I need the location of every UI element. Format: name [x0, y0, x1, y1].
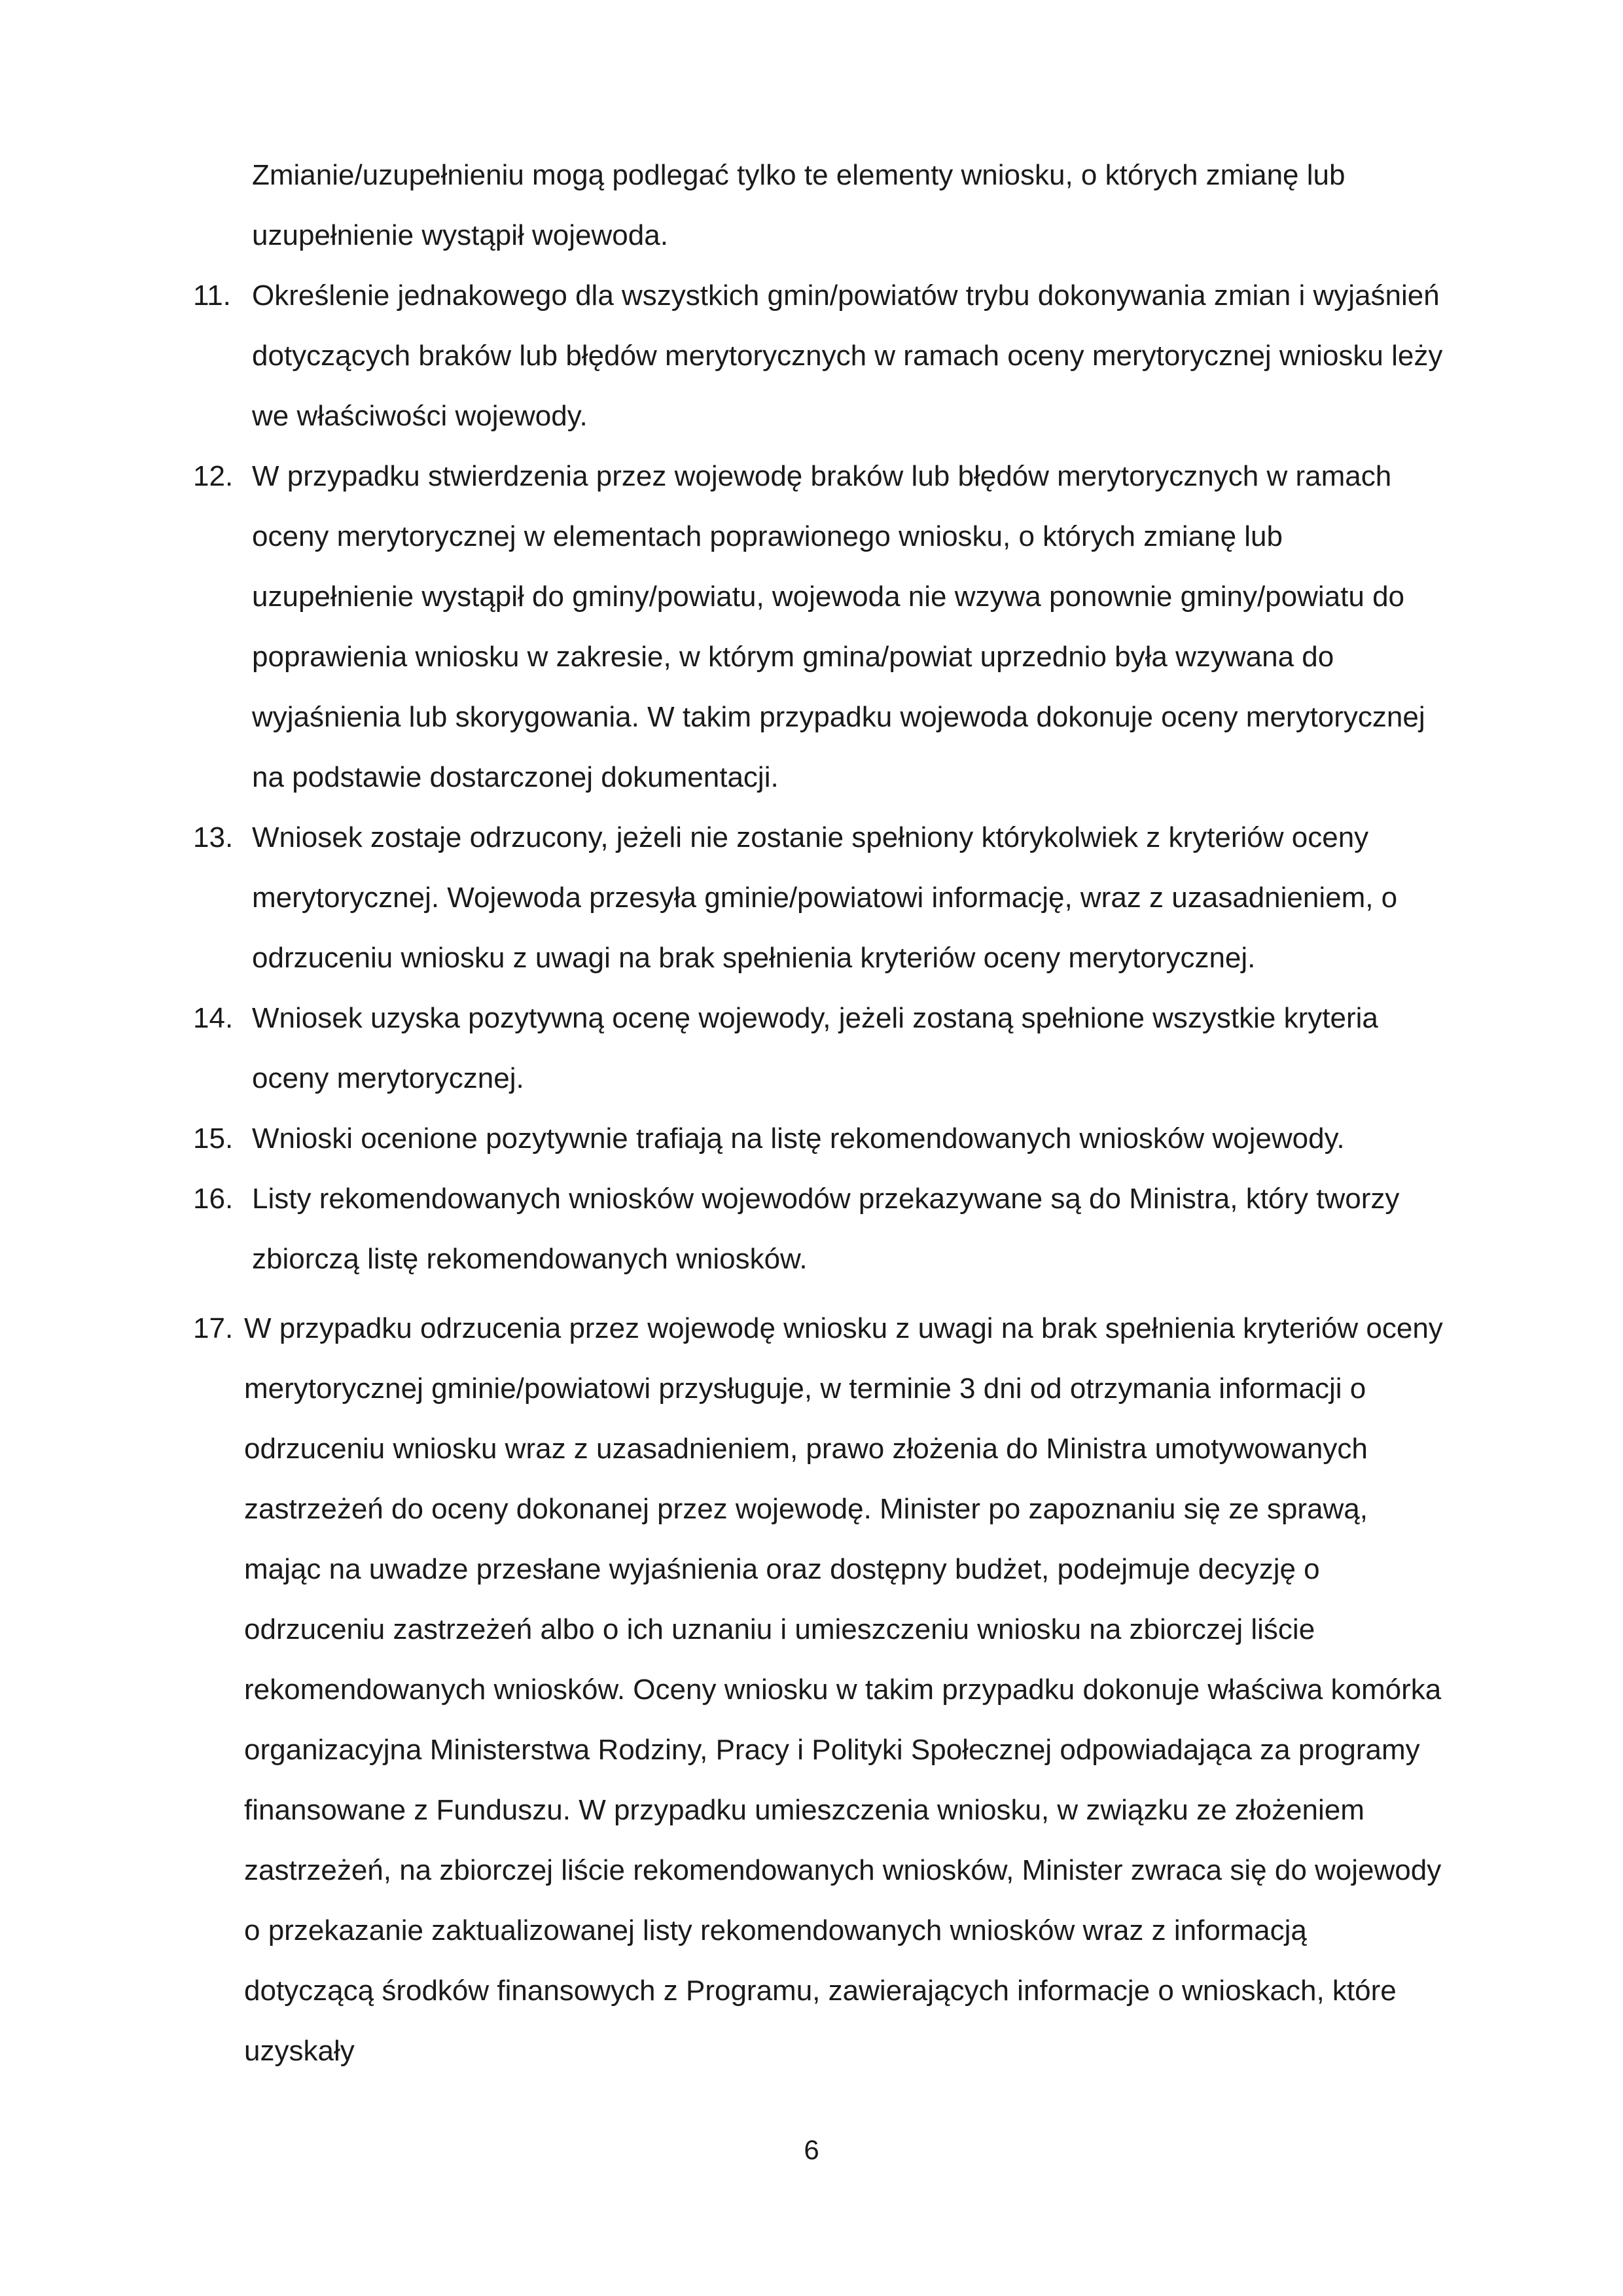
list-item-number: 14. [193, 1002, 234, 1034]
list-item-text: Wniosek zostaje odrzucony, jeżeli nie zostanie spełniony którykolwiek z kryteriów oceny merytorycznej. Wojewoda przesyła gminie/powiatowi informację, wraz z uzasadnieniem, o odrzuceniu wniosku z uwagi na brak spełnienia kryteriów oceny merytorycznej. [252, 821, 1398, 974]
continued-paragraph: Zmianie/uzupełnieniu mogą podlegać tylko te elementy wniosku, o których zmianę lub uzupełnienie wystąpił wojewoda. [252, 159, 1346, 251]
list-item-text: W przypadku stwierdzenia przez wojewodę braków lub błędów merytorycznych w ramach oceny merytorycznej w elementach poprawionego wniosku, o których zmianę lub uzupełnienie wystąpił do gminy/powiatu, wojewoda nie wzywa ponownie gminy/powiatu do poprawienia wniosku w zakresie, w którym gmina/powiat uprzednio była wzywana do wyjaśnienia lub skorygowania. W takim przypadku wojewoda dokonuje oceny merytorycznej na podstawie dostarczonej dokumentacji. [252, 460, 1425, 793]
list-item-text: W przypadku odrzucenia przez wojewodę wniosku z uwagi na brak spełnienia kryteriów oceny merytorycznej gminie/powiatowi przysługuje, w terminie 3 dni od otrzymania informacji o odrzuceniu wniosku wraz z uzasadnieniem, prawo złożenia do Ministra umotywowanych zastrzeżeń do oceny dokonanej przez wojewodę. Minister po zapoznaniu się ze sprawą, mając na uwadze przesłane wyjaśnienia oraz dostępny budżet, podejmuje decyzję o odrzuceniu zastrzeżeń albo o ich uznaniu i umieszczeniu wniosku na zbiorczej liście rekomendowanych wniosków. Oceny wniosku w takim przypadku dokonuje właściwa komórka organizacyjna Ministerstwa Rodziny, Pracy i Polityki Społecznej odpowiadająca za programy finansowane z Funduszu. W przypadku umieszczenia wniosku, w związku ze złożeniem zastrzeżeń, na zbiorczej liście rekomendowanych wniosków, Minister zwraca się do wojewody o przekazanie zaktualizowanej listy rekomendowanych wniosków wraz z informacją dotyczącą środków finansowych z Programu, zawierających informacje o wnioskach, które uzyskały [244, 1312, 1443, 2067]
list-item-number: 17. [193, 1312, 234, 1344]
list-item-number: 13. [193, 821, 234, 853]
list-item-15 [193, 1109, 1443, 1169]
list-item-text: Wniosek uzyska pozytywną ocenę wojewody, jeżeli zostaną spełnione wszystkie kryteria oceny merytorycznej. [252, 1002, 1378, 1094]
list-item-number: 15. [193, 1122, 234, 1155]
list-item-number: 12. [193, 460, 234, 492]
list-item-text: Listy rekomendowanych wniosków wojewodów przekazywane są do Ministra, który tworzy zbiorczą listę rekomendowanych wniosków. [252, 1183, 1400, 1275]
list-item-14 [193, 988, 1443, 1109]
list-item-16 [193, 1169, 1443, 1289]
list-item-number: 16. [193, 1183, 234, 1215]
list-item-11 [193, 266, 1443, 446]
list-item-text: Określenie jednakowego dla wszystkich gmin/powiatów trybu dokonywania zmian i wyjaśnień dotyczących braków lub błędów merytorycznych w ramach oceny merytorycznej wniosku leży we właściwości wojewody. [252, 279, 1443, 432]
list-item-number: 11. [193, 279, 231, 312]
page-body [193, 145, 1443, 2081]
list-item-17 [193, 1299, 1443, 2081]
list-item-text: Wnioski ocenione pozytywnie trafiają na listę rekomendowanych wniosków wojewody. [252, 1122, 1345, 1155]
list-item-13 [193, 808, 1443, 988]
list-item-12 [193, 446, 1443, 808]
page-number: 6 [804, 2134, 819, 2165]
